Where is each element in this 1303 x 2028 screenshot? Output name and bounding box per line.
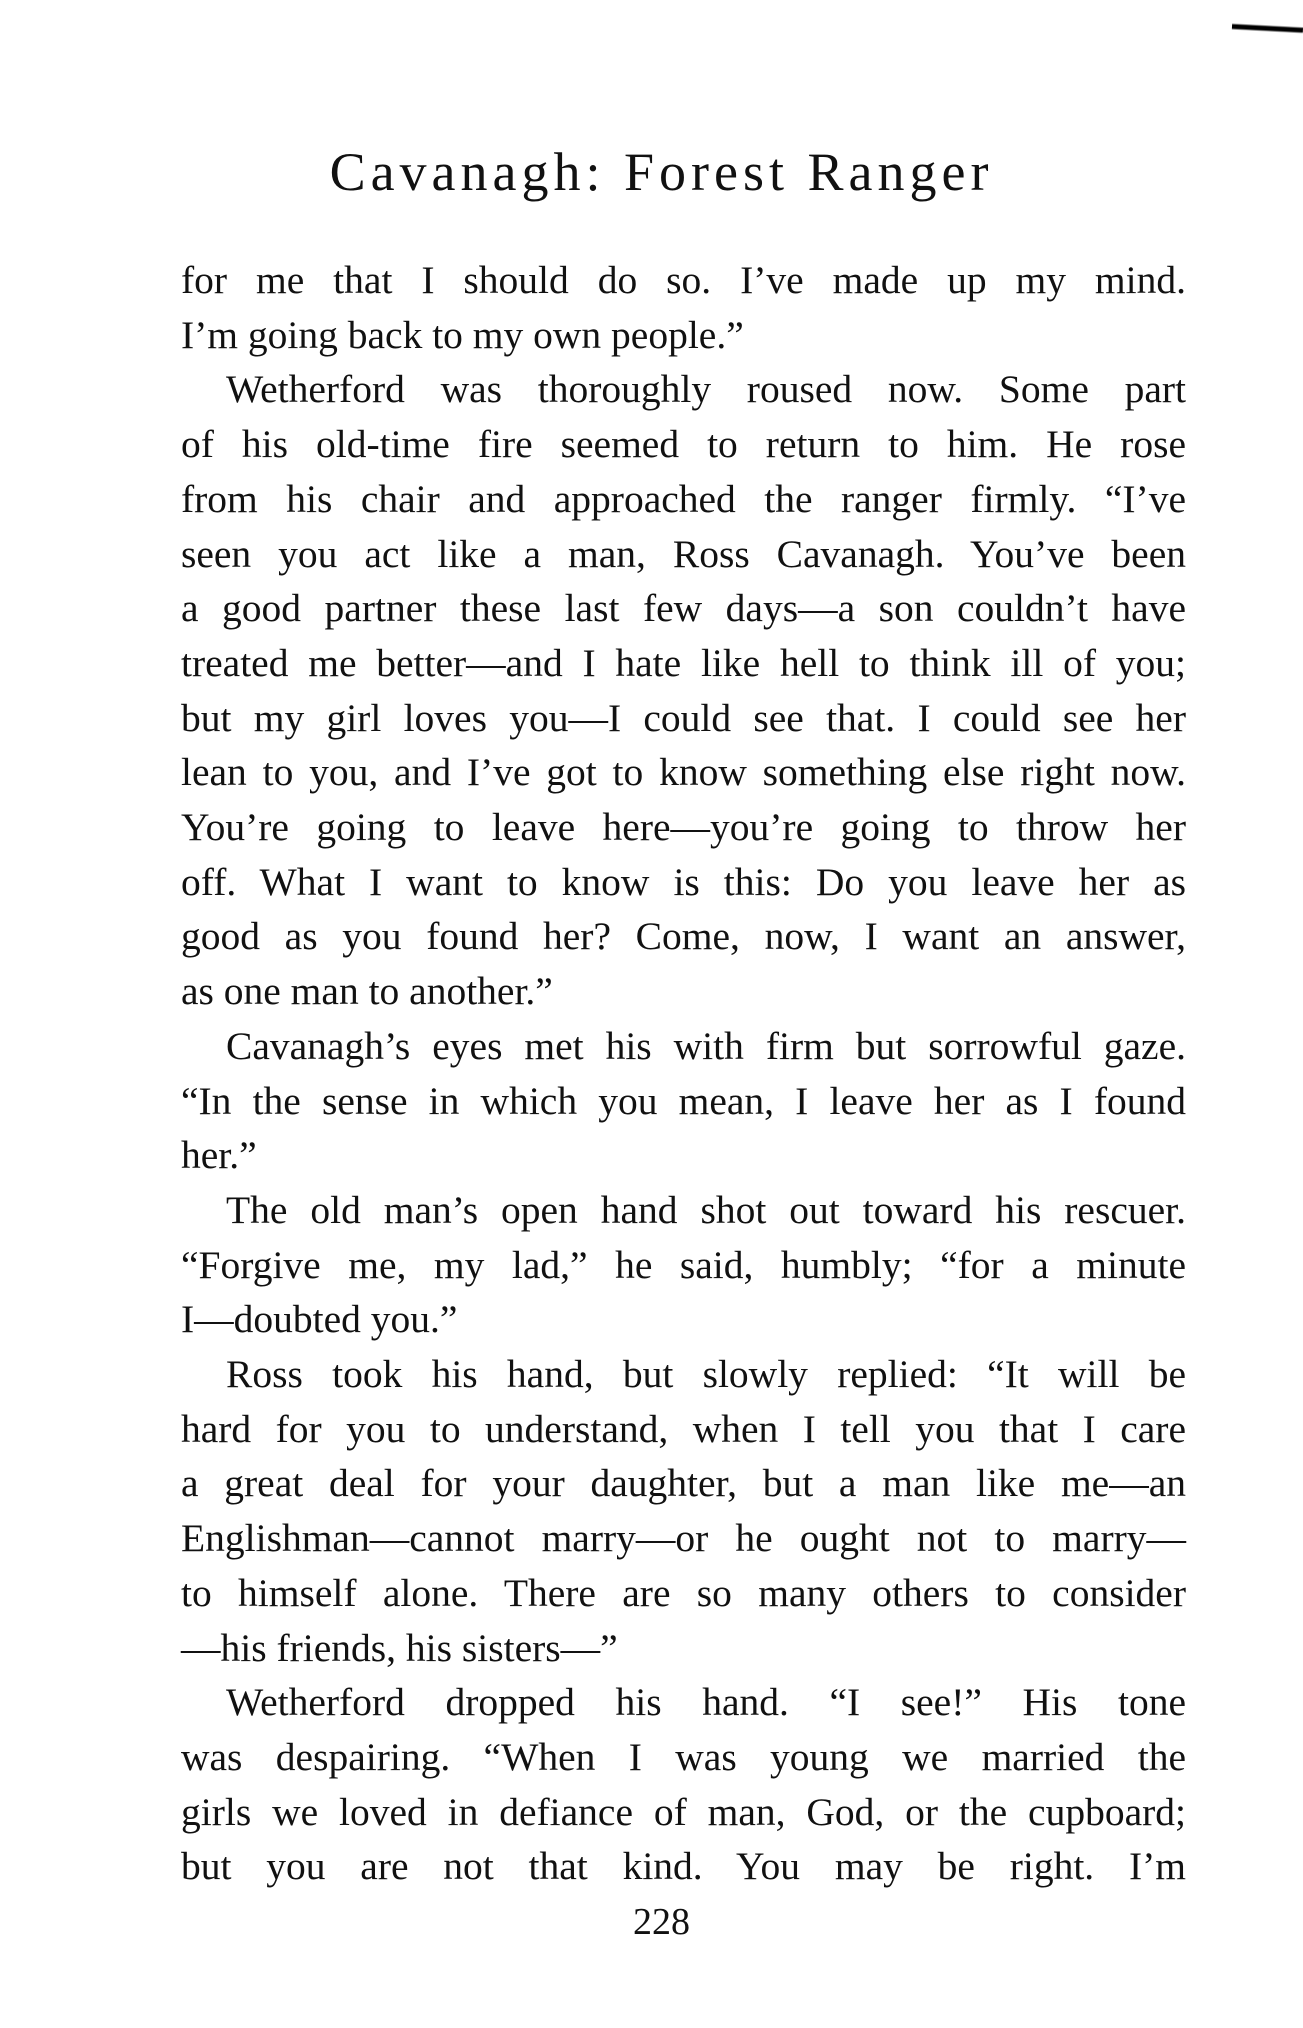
text-line: “Forgive me, my lad,” he said, humbly; “for a minute xyxy=(181,1242,1186,1287)
running-header-title: Cavanagh: Forest Ranger xyxy=(329,142,994,202)
text-line: good as you found her? Come, now, I want an answer, xyxy=(181,914,1186,959)
page-number: 228 xyxy=(633,1901,690,1943)
text-line: a good partner these last few days—a son couldn’t have xyxy=(181,586,1186,631)
text-line: I—doubted you.” xyxy=(181,1297,458,1342)
text-line: I’m going back to my own people.” xyxy=(181,312,744,357)
text-line: Wetherford was thoroughly roused now. Some part xyxy=(226,367,1186,412)
paragraph-6 xyxy=(181,1675,1186,1894)
text-line: hard for you to understand, when I tell you that I care xyxy=(181,1406,1186,1451)
text-line: lean to you, and I’ve got to know something else right now. xyxy=(181,750,1186,795)
text-line: Wetherford dropped his hand. “I see!” His tone xyxy=(226,1680,1186,1725)
paragraph-3 xyxy=(181,1019,1186,1183)
text-line: girls we loved in defiance of man, God, or the cupboard; xyxy=(181,1789,1186,1834)
text-line: Englishman—cannot marry—or he ought not to marry— xyxy=(181,1516,1186,1561)
text-line: but my girl loves you—I could see that. I could see her xyxy=(181,695,1186,740)
text-line: was despairing. “When I was young we married the xyxy=(181,1734,1186,1779)
text-line: but you are not that kind. You may be right. I’m xyxy=(181,1844,1186,1889)
text-line: for me that I should do so. I’ve made up my mind. xyxy=(181,258,1186,302)
text-line: from his chair and approached the ranger firmly. “I’ve xyxy=(181,476,1186,521)
text-line: You’re going to leave here—you’re going to throw her xyxy=(181,805,1186,850)
scan-edge-mark xyxy=(1232,23,1303,34)
text-line: “In the sense in which you mean, I leave her as I found xyxy=(181,1078,1186,1123)
text-line: treated me better—and I hate like hell to think ill of you; xyxy=(181,640,1186,685)
text-line: a great deal for your daughter, but a man like me—an xyxy=(181,1461,1186,1506)
text-line: her.” xyxy=(181,1133,257,1178)
paragraph-1 xyxy=(181,253,1186,362)
text-line: as one man to another.” xyxy=(181,969,553,1014)
text-line: The old man’s open hand shot out toward his rescuer. xyxy=(226,1187,1186,1232)
text-line: Cavanagh’s eyes met his with firm but sorrowful gaze. xyxy=(226,1023,1186,1068)
body-text xyxy=(181,253,1186,1894)
text-line: —his friends, his sisters—” xyxy=(181,1625,618,1670)
text-line: off. What I want to know is this: Do you leave her as xyxy=(181,859,1186,904)
text-line: seen you act like a man, Ross Cavanagh. You’ve been xyxy=(181,531,1186,576)
text-line: of his old-time fire seemed to return to him. He rose xyxy=(181,422,1186,467)
text-line: Ross took his hand, but slowly replied: “It will be xyxy=(226,1352,1186,1397)
paragraph-2 xyxy=(181,362,1186,1018)
text-line: to himself alone. There are so many others to consider xyxy=(181,1570,1186,1615)
paragraph-5 xyxy=(181,1347,1186,1675)
paragraph-4 xyxy=(181,1183,1186,1347)
